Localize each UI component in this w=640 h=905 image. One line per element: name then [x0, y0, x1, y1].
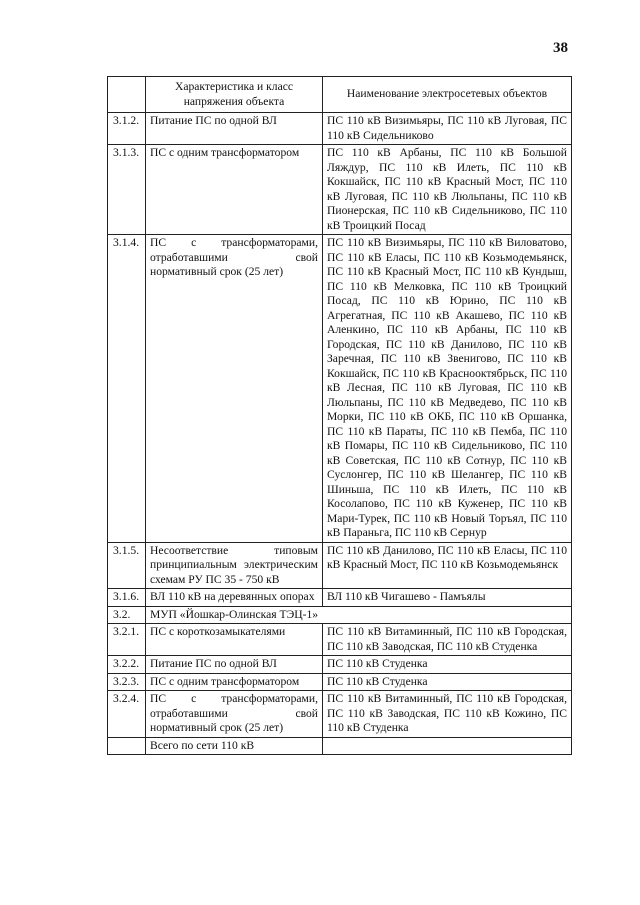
row-objects: ПС 110 кВ Витаминный, ПС 110 кВ Городская, ПС 110 кВ Заводская, ПС 110 кВ Студенка — [323, 624, 572, 656]
row-characteristic: ПС с трансформаторами, отработавшими свой нормативный срок (25 лет) — [146, 691, 323, 738]
row-characteristic: ВЛ 110 кВ на деревянных опорах — [146, 589, 323, 607]
row-objects: ПС 110 кВ Визимьяры, ПС 110 кВ Луговая, ПС 110 кВ Сидельниково — [323, 113, 572, 145]
row-characteristic: Несоответствие типовым принципиальным электрическим схемам РУ ПС 35 - 750 кВ — [146, 542, 323, 589]
row-characteristic: Питание ПС по одной ВЛ — [146, 113, 323, 145]
row-characteristic: ПС с трансформаторами, отработавшими свой нормативный срок (25 лет) — [146, 235, 323, 543]
row-objects: ПС 110 кВ Витаминный, ПС 110 кВ Городская, ПС 110 кВ Заводская, ПС 110 кВ Кожино, ПС 110 кВ Студенка — [323, 691, 572, 738]
row-objects: ПС 110 кВ Студенка — [323, 656, 572, 674]
total-row — [108, 737, 572, 755]
document-table — [107, 76, 572, 755]
header-number — [108, 77, 146, 113]
table-header-row — [108, 77, 572, 113]
table-row — [108, 542, 572, 589]
row-number: 3.2.2. — [108, 656, 146, 674]
row-objects: ВЛ 110 кВ Чигашево - Памъялы — [323, 589, 572, 607]
row-characteristic: ПС с короткозамыкателями — [146, 624, 323, 656]
header-objects: Наименование электросетевых объектов — [323, 77, 572, 113]
row-characteristic: Питание ПС по одной ВЛ — [146, 656, 323, 674]
total-number — [108, 737, 146, 755]
section-number: 3.2. — [108, 606, 146, 624]
section-row — [108, 606, 572, 624]
header-characteristic: Характеристика и класс напряжения объекта — [146, 77, 323, 113]
table-row — [108, 656, 572, 674]
total-objects — [323, 737, 572, 755]
table-row — [108, 589, 572, 607]
row-number: 3.1.6. — [108, 589, 146, 607]
table-row — [108, 691, 572, 738]
row-number: 3.1.5. — [108, 542, 146, 589]
page-number: 38 — [553, 40, 568, 56]
row-objects: ПС 110 кВ Данилово, ПС 110 кВ Еласы, ПС 110 кВ Красный Мост, ПС 110 кВ Козьмодемьянск — [323, 542, 572, 589]
total-label: Всего по сети 110 кВ — [146, 737, 323, 755]
row-objects: ПС 110 кВ Арбаны, ПС 110 кВ Большой Ляждур, ПС 110 кВ Илеть, ПС 110 кВ Кокшайск, ПС 110 кВ Красный Мост, ПС 110 кВ Луговая, ПС 110 кВ Люльпаны, ПС 110 кВ Пионерская, ПС 110 кВ Сидельниково, ПС 110 кВ Троицкий Посад — [323, 145, 572, 235]
row-number: 3.1.4. — [108, 235, 146, 543]
row-characteristic: ПС с одним трансформатором — [146, 145, 323, 235]
row-characteristic: ПС с одним трансформатором — [146, 673, 323, 691]
row-number: 3.1.3. — [108, 145, 146, 235]
table-row — [108, 235, 572, 543]
row-number: 3.1.2. — [108, 113, 146, 145]
table-row — [108, 113, 572, 145]
row-objects: ПС 110 кВ Студенка — [323, 673, 572, 691]
table-row — [108, 145, 572, 235]
row-number: 3.2.4. — [108, 691, 146, 738]
row-number: 3.2.1. — [108, 624, 146, 656]
table-row — [108, 624, 572, 656]
table-row — [108, 673, 572, 691]
row-number: 3.2.3. — [108, 673, 146, 691]
row-objects: ПС 110 кВ Визимьяры, ПС 110 кВ Виловатово, ПС 110 кВ Еласы, ПС 110 кВ Козьмодемьянск, ПС 110 кВ Красный Мост, ПС 110 кВ Кундыш, ПС 110 кВ Мелковка, ПС 110 кВ Троицкий Посад, ПС 110 кВ Юрино, ПС 110 кВ Агрегатная, ПС 110 кВ Акашево, ПС 110 кВ Аленкино, ПС 110 кВ Арбаны, ПС 110 кВ Городская, ПС 110 кВ Данилово, ПС 110 кВ Заречная, ПС 110 кВ Звенигово, ПС 110 кВ Кокшайск, ПС 110 кВ Краснооктябрьск, ПС 110 кВ Лесная, ПС 110 кВ Луговая, ПС 110 кВ Люльпаны, ПС 110 кВ Медведево, ПС 110 кВ Морки, ПС 110 кВ ОКБ, ПС 110 кВ Оршанка, ПС 110 кВ Параты, ПС 110 кВ Пемба, ПС 110 кВ Помары, ПС 110 кВ Сидельниково, ПС 110 кВ Советская, ПС 110 кВ Сотнур, ПС 110 кВ Суслонгер, ПС 110 кВ Шелангер, ПС 110 кВ Шиньша, ПС 110 кВ Илеть, ПС 110 кВ Косолапово, ПС 110 кВ Куженер, ПС 110 кВ Мари-Турек, ПС 110 кВ Новый Торъял, ПС 110 кВ Параньга, ПС 110 кВ Сернур — [323, 235, 572, 543]
section-title: МУП «Йошкар-Олинская ТЭЦ-1» — [146, 606, 572, 624]
